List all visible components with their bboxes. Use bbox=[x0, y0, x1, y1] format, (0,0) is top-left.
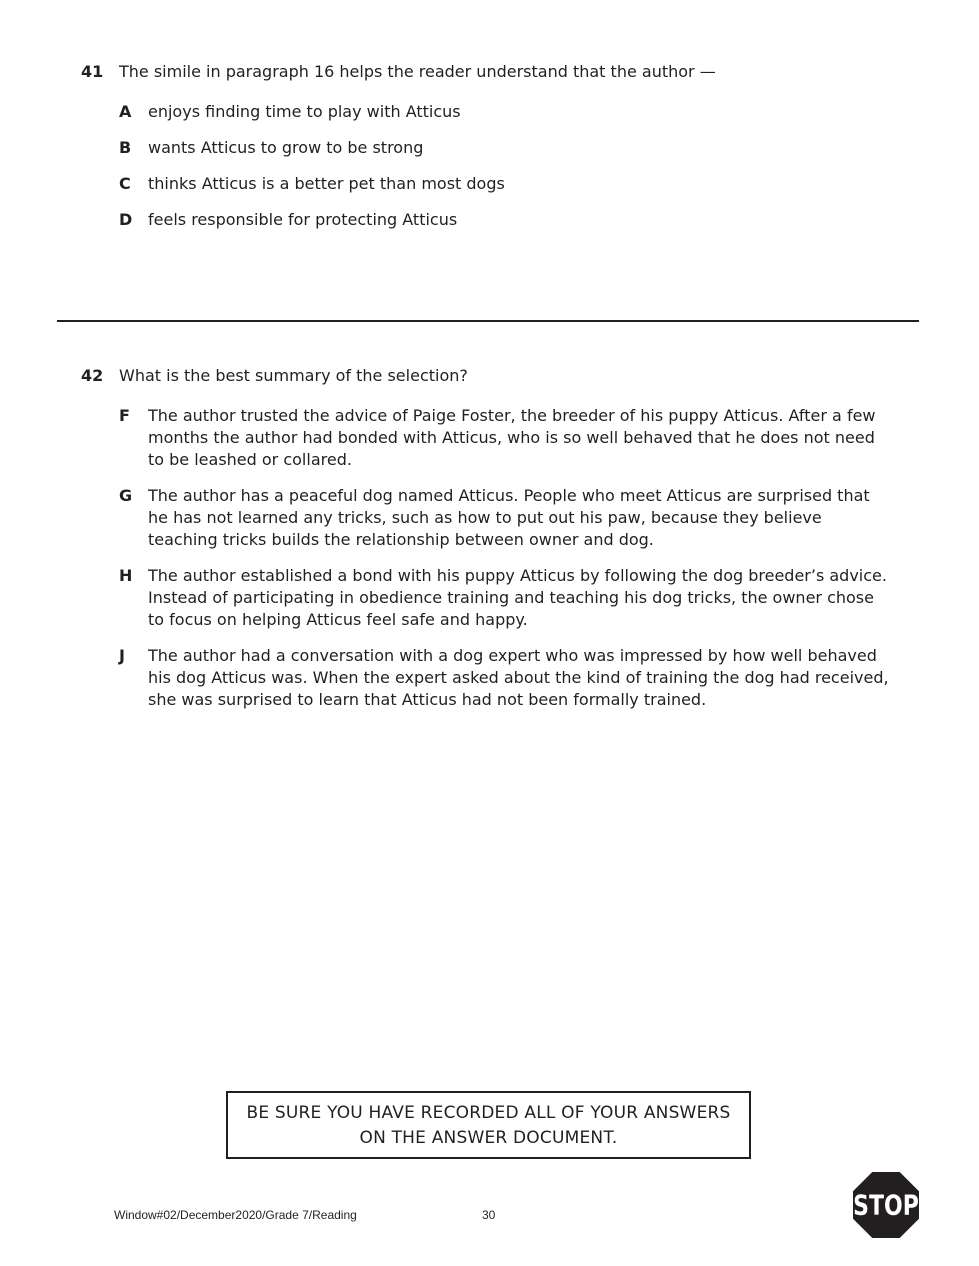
question-41 bbox=[81, 61, 881, 245]
option-letter: B bbox=[119, 138, 132, 157]
answer-options bbox=[119, 101, 881, 231]
option-c[interactable] bbox=[119, 173, 881, 195]
option-letter: A bbox=[119, 102, 132, 121]
footer-source: Window#02/December2020/Grade 7/Reading bbox=[114, 1208, 357, 1222]
option-text: wants Atticus to grow to be strong bbox=[148, 138, 424, 157]
answer-options bbox=[119, 405, 891, 711]
option-text: The author trusted the advice of Paige Foster, the breeder of his puppy Atticus. After a few months the author had bonded with Atticus, who is so well behaved that he does not need to be leashed or collared. bbox=[148, 406, 876, 469]
option-d[interactable] bbox=[119, 209, 881, 231]
reminder-line-1: BE SURE YOU HAVE RECORDED ALL OF YOUR ANSWERS bbox=[246, 1103, 731, 1123]
option-letter: F bbox=[119, 406, 130, 425]
option-letter: H bbox=[119, 566, 133, 585]
question-stem bbox=[81, 365, 891, 387]
option-j[interactable] bbox=[119, 645, 891, 711]
option-letter: D bbox=[119, 210, 133, 229]
stop-sign-icon bbox=[853, 1172, 919, 1238]
stop-label: STOP bbox=[853, 1189, 919, 1222]
question-number: 41 bbox=[81, 62, 104, 81]
option-text: The author has a peaceful dog named Atticus. People who meet Atticus are surprised that he has not learned any tricks, such as how to put out his paw, because they believe teaching tricks builds the relationship between owner and dog. bbox=[148, 486, 870, 549]
option-b[interactable] bbox=[119, 137, 881, 159]
section-divider bbox=[57, 320, 919, 322]
record-answers-reminder bbox=[226, 1091, 751, 1159]
option-g[interactable] bbox=[119, 485, 891, 551]
option-a[interactable] bbox=[119, 101, 881, 123]
question-text: The simile in paragraph 16 helps the reader understand that the author — bbox=[119, 62, 716, 81]
option-text: feels responsible for protecting Atticus bbox=[148, 210, 458, 229]
option-h[interactable] bbox=[119, 565, 891, 631]
page-number: 30 bbox=[482, 1208, 496, 1222]
option-letter: J bbox=[119, 646, 125, 665]
option-text: The author established a bond with his puppy Atticus by following the dog breeder’s advice. Instead of participating in obedience training and teaching his dog tricks, the owner chose to focus on helping Atticus feel safe and happy. bbox=[148, 566, 887, 629]
option-letter: C bbox=[119, 174, 131, 193]
question-42 bbox=[81, 365, 891, 725]
question-number: 42 bbox=[81, 366, 104, 385]
option-text: thinks Atticus is a better pet than most dogs bbox=[148, 174, 505, 193]
option-letter: G bbox=[119, 486, 133, 505]
question-stem bbox=[81, 61, 881, 83]
question-text: What is the best summary of the selection? bbox=[119, 366, 468, 385]
reminder-line-2: ON THE ANSWER DOCUMENT. bbox=[359, 1128, 618, 1148]
option-f[interactable] bbox=[119, 405, 891, 471]
option-text: The author had a conversation with a dog expert who was impressed by how well behaved his dog Atticus was. When the expert asked about the kind of training the dog had received, she was surprised to learn that Atticus had not been formally trained. bbox=[148, 646, 889, 709]
option-text: enjoys finding time to play with Atticus bbox=[148, 102, 461, 121]
